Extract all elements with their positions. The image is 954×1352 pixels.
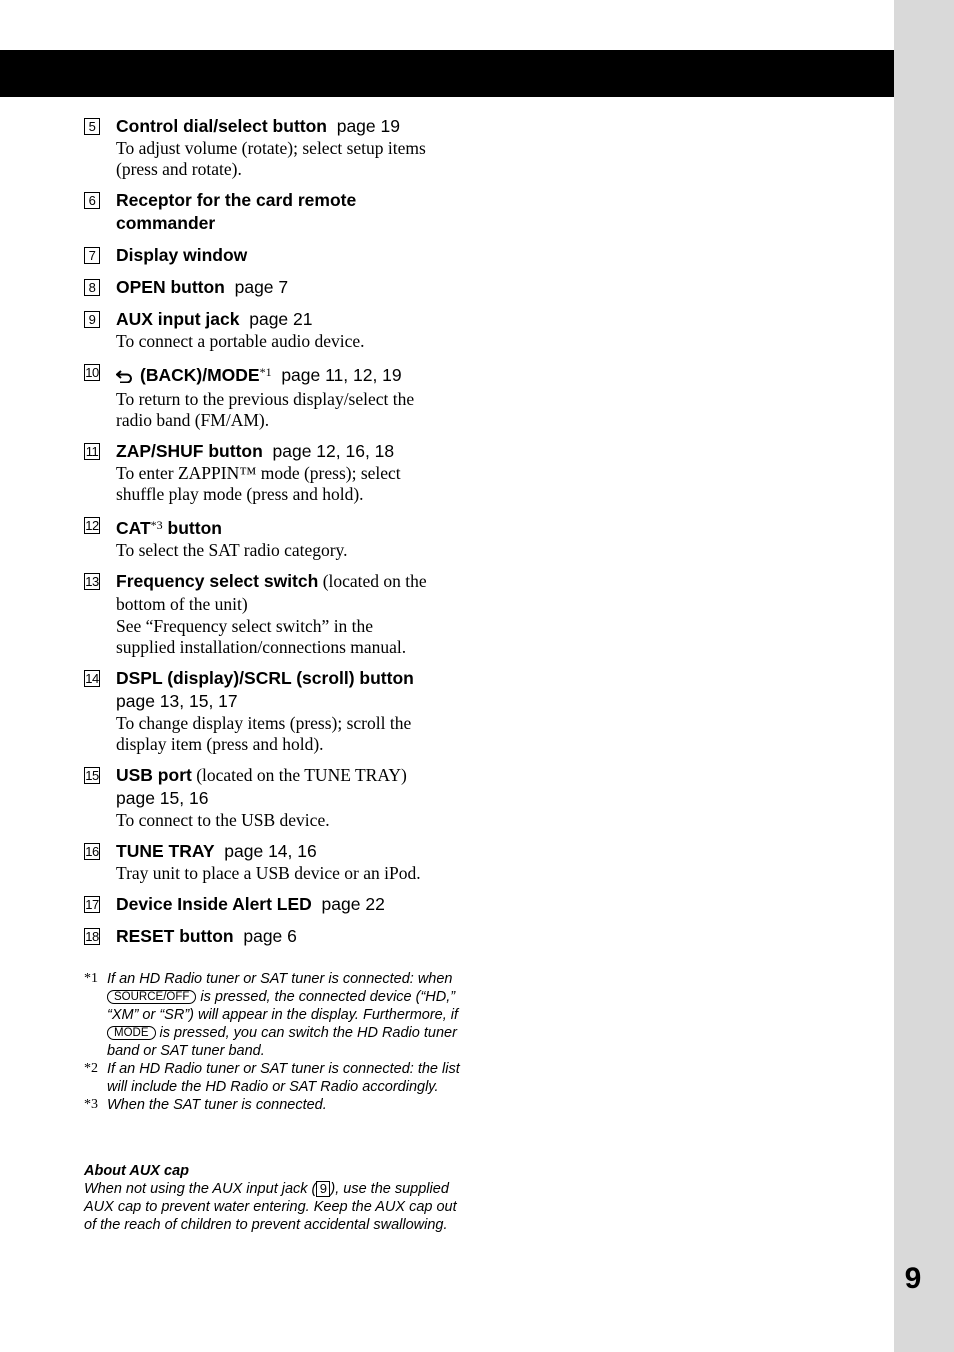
item-number: 8 <box>84 279 100 296</box>
item-title: RESET button <box>116 926 234 946</box>
item-desc: To select the SAT radio category. <box>116 540 348 560</box>
page-ref: page 19 <box>336 116 400 136</box>
list-item <box>84 570 464 658</box>
aux-cap-title: About AUX cap <box>84 1163 189 1179</box>
page-ref: page 22 <box>321 894 385 914</box>
page-ref: page 7 <box>234 277 289 297</box>
mode-key-label: MODE <box>107 1026 156 1040</box>
page-ref: page 21 <box>249 309 313 329</box>
item-number: 5 <box>84 118 100 135</box>
footnote-text: If an HD Radio tuner or SAT tuner is connected: when <box>107 971 453 987</box>
list-item <box>84 514 464 561</box>
footnote-text: is pressed, you can switch the HD Radio tuner band or SAT tuner band. <box>107 1025 457 1059</box>
footnote-mark: *3 <box>84 1097 98 1112</box>
item-desc: Tray unit to place a USB device or an iPod. <box>116 863 421 883</box>
footnote-text: If an HD Radio tuner or SAT tuner is connected: the list will include the HD Radio or SAT Radio accordingly. <box>107 1061 460 1095</box>
footnotes <box>84 970 466 1114</box>
item-number: 12 <box>85 518 99 533</box>
item-title: Frequency select switch <box>116 571 319 591</box>
item-note: (located on the TUNE TRAY) <box>191 765 407 785</box>
footnote <box>84 1096 466 1114</box>
footnote-mark: *1 <box>84 971 98 986</box>
item-title: Control dial/select button <box>116 116 327 136</box>
list-item <box>84 840 464 884</box>
item-desc: supplied installation/connections manual. <box>116 637 407 657</box>
page-ref: page 13, 15, 17 <box>116 691 238 711</box>
item-desc: (press and rotate). <box>116 159 242 179</box>
item-number: 13 <box>85 574 99 589</box>
footnote <box>84 970 466 1060</box>
list-item <box>84 244 464 267</box>
page-ref: page 12, 16, 18 <box>272 441 395 461</box>
item-title: USB port <box>116 765 192 785</box>
list-item <box>84 893 464 916</box>
list-item <box>84 667 464 755</box>
item-title: Receptor for the card remote commander <box>116 190 357 233</box>
item-title: Device Inside Alert LED <box>116 894 312 914</box>
item-desc: To enter ZAPPIN™ mode (press); select <box>116 463 401 483</box>
item-number: 17 <box>85 897 99 912</box>
item-number: 7 <box>84 247 100 264</box>
item-number: 11 <box>85 444 99 459</box>
list-item <box>84 361 464 431</box>
footnote-text: When the SAT tuner is connected. <box>107 1097 327 1113</box>
list-item <box>84 115 464 180</box>
parts-list <box>84 115 464 957</box>
item-title: (BACK)/MODE <box>140 365 260 385</box>
item-title: ZAP/SHUF button <box>116 441 263 461</box>
footnote-text: is pressed, the connected device (“HD,” “XM” or “SR”) will appear in the display. Furthermore, if <box>107 989 459 1023</box>
list-item <box>84 308 464 352</box>
item-desc: See “Frequency select switch” in the <box>116 616 374 636</box>
item-desc: To connect a portable audio device. <box>116 331 365 351</box>
item-number: 18 <box>85 929 99 944</box>
footnote-ref: *3 <box>150 518 163 532</box>
list-item <box>84 440 464 505</box>
item-note: (located on the bottom of the unit) <box>116 571 427 614</box>
item-number: 10 <box>85 365 99 380</box>
item-ref-box: 9 <box>316 1181 330 1197</box>
item-desc: To change display items (press); scroll the <box>116 713 412 733</box>
aux-cap-text: ), use the supplied AUX cap to prevent water entering. Keep the AUX cap out of the reach of children to prevent accidental swallowing. <box>84 1181 457 1233</box>
item-title: AUX input jack <box>116 309 240 329</box>
item-number: 9 <box>84 311 100 328</box>
aux-cap-text: When not using the AUX input jack ( <box>84 1181 317 1197</box>
list-item <box>84 276 464 299</box>
item-title: CAT <box>116 518 151 538</box>
item-number: 14 <box>85 671 99 686</box>
item-title: OPEN button <box>116 277 225 297</box>
item-desc: To return to the previous display/select the <box>116 389 415 409</box>
page-ref: page 14, 16 <box>224 841 317 861</box>
list-item <box>84 189 464 235</box>
list-item <box>84 925 464 948</box>
item-desc: display item (press and hold). <box>116 734 324 754</box>
item-number: 15 <box>85 768 99 783</box>
item-number: 16 <box>85 844 99 859</box>
page-ref: page 6 <box>243 926 297 946</box>
item-title-suffix: button <box>162 518 222 538</box>
item-desc: shuffle play mode (press and hold). <box>116 484 364 504</box>
list-item <box>84 764 464 831</box>
item-title: TUNE TRAY <box>116 841 215 861</box>
aux-cap-note <box>84 1162 464 1234</box>
page-ref: page 15, 16 <box>116 788 209 808</box>
header-bar <box>0 50 894 97</box>
item-desc: To connect to the USB device. <box>116 810 330 830</box>
item-number: 6 <box>84 192 100 209</box>
side-tab <box>894 0 954 1352</box>
back-arrow-icon <box>116 366 134 389</box>
item-title: DSPL (display)/SCRL (scroll) button <box>116 668 414 688</box>
footnote-mark: *2 <box>84 1061 98 1076</box>
footnote <box>84 1060 466 1096</box>
item-title: Display window <box>116 245 248 265</box>
item-desc: To adjust volume (rotate); select setup items <box>116 138 426 158</box>
source-off-key-label: SOURCE/OFF <box>107 990 196 1004</box>
footnote-ref: *1 <box>259 365 272 379</box>
page-number: 9 <box>904 1262 922 1295</box>
item-desc: radio band (FM/AM). <box>116 410 270 430</box>
page-ref: page 11, 12, 19 <box>281 365 402 385</box>
